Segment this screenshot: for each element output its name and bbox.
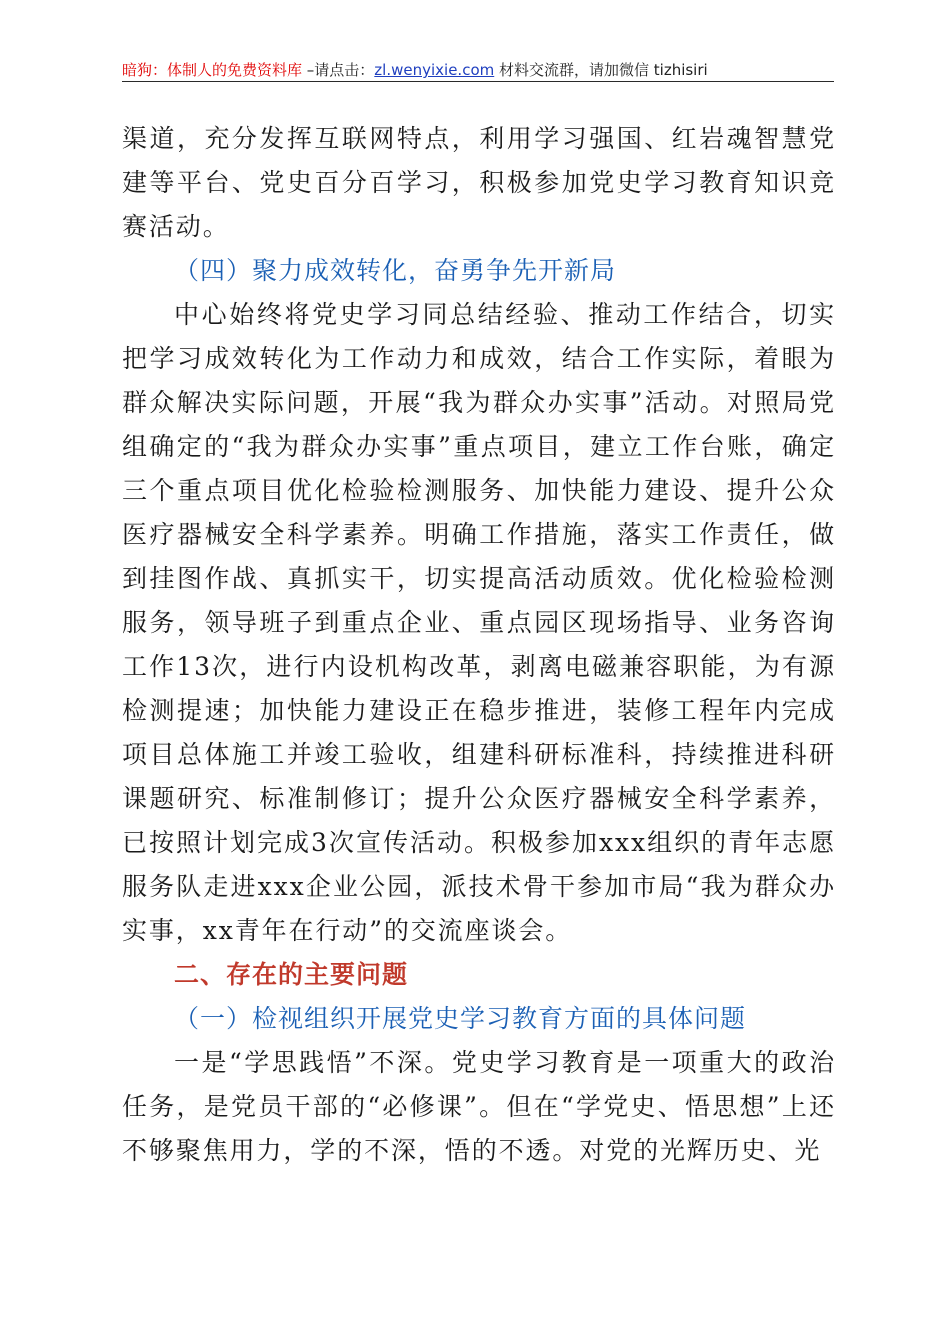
paragraph-continuation: 渠道，充分发挥互联网特点，利用学习强国、红岩魂智慧党建等平台、党史百分百学习，积极参加党史学习教育知识竞赛活动。 xyxy=(122,124,836,241)
document-body xyxy=(122,117,836,1173)
header-divider xyxy=(122,81,834,82)
section-heading-problems: 二、存在的主要问题 xyxy=(174,960,409,989)
header-link[interactable]: zl.wenyixie.com xyxy=(374,61,495,79)
header-site-name: 暗狗：体制人的免费资料库 xyxy=(122,61,303,79)
paragraph-achievements: 中心始终将党史学习同总结经验、推动工作结合，切实把学习成效转化为工作动力和成效，结合工作实际，着眼为群众解决实际问题，开展“我为群众办实事”活动。对照局党组确定的“我为群众办实事”重点项目，建立工作台账，确定三个重点项目优化检验检测服务、加快能力建设、提升公众医疗器械安全科学素养。明确工作措施，落实工作责任，做到挂图作战、真抓实干，切实提高活动质效。优化检验检测服务，领导班子到重点企业、重点园区现场指导、业务咨询工作13次，进行内设机构改革，剥离电磁兼容职能，为有源检测提速；加快能力建设正在稳步推进，装修工程年内完成项目总体施工并竣工验收，组建科研标准科，持续推进科研课题研究、标准制修订；提升公众医疗器械安全科学素养，已按照计划完成3次宣传活动。积极参加xxx组织的青年志愿服务队走进xxx企业公园，派技术骨干参加市局“我为群众办实事，xx青年在行动”的交流座谈会。 xyxy=(122,300,836,945)
header-click-prompt: –请点击： xyxy=(302,61,375,79)
paragraph-problem-one: 一是“学思践悟”不深。党史学习教育是一项重大的政治任务，是党员干部的“必修课”。但在“学党史、悟思想”上还不够聚焦用力，学的不深，悟的不透。对党的光辉历史、光 xyxy=(122,1048,836,1165)
page-header xyxy=(122,57,834,83)
section-heading-one: （一）检视组织开展党史学习教育方面的具体问题 xyxy=(174,1004,747,1033)
section-heading-four: （四）聚力成效转化，奋勇争先开新局 xyxy=(174,256,617,285)
header-wechat-note: 材料交流群，请加微信 tizhisiri xyxy=(494,61,708,79)
